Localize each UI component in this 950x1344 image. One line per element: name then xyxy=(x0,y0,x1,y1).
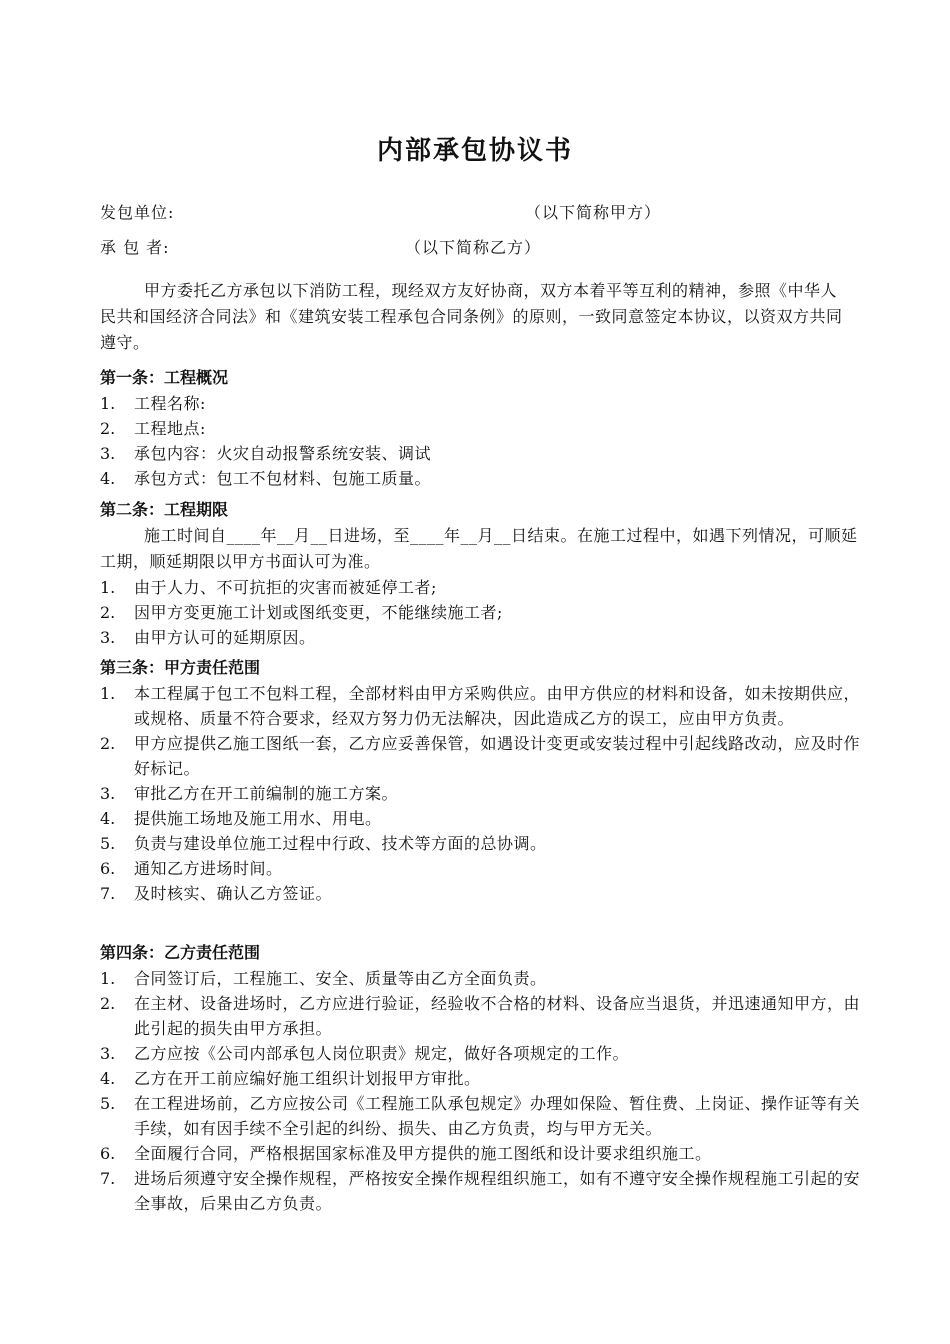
party-a-note: （以下简称甲方） xyxy=(525,203,662,222)
item-number: 6. xyxy=(100,859,116,878)
item-number: 1. xyxy=(100,394,116,413)
item-number: 7. xyxy=(100,884,116,903)
item-number: 2. xyxy=(100,419,116,438)
list-item xyxy=(100,1041,860,1066)
item-number: 4. xyxy=(100,1069,116,1088)
item-text: 乙方在开工前应编好施工组织计划报甲方审批。 xyxy=(134,1069,481,1088)
list-item xyxy=(100,1091,860,1141)
item-text: 在主材、设备进场时，乙方应进行验证，经验收不合格的材料、设备应当退货，并迅速通知甲方，由此引起的损失由甲方承担。 xyxy=(134,994,861,1038)
item-text: 由甲方认可的延期原因。 xyxy=(134,628,316,647)
item-text: 因甲方变更施工计划或图纸变更，不能继续施工者; xyxy=(134,603,503,622)
item-text: 通知乙方进场时间。 xyxy=(134,859,283,878)
item-number: 5. xyxy=(100,1094,116,1113)
item-number: 3. xyxy=(100,444,116,463)
item-number: 3. xyxy=(100,784,116,803)
item-number: 7. xyxy=(100,1169,116,1188)
list-item xyxy=(100,856,860,881)
item-number: 2. xyxy=(100,994,116,1013)
list-item xyxy=(100,781,860,806)
item-text: 及时核实、确认乙方签证。 xyxy=(134,884,333,903)
item-number: 4. xyxy=(100,809,116,828)
list-item xyxy=(100,575,860,600)
item-number: 5. xyxy=(100,834,116,853)
party-b-note: （以下简称乙方） xyxy=(405,238,542,257)
section-2 xyxy=(100,497,860,650)
item-text: 本工程属于包工不包料工程，全部材料由甲方采购供应。由甲方供应的材料和设备，如未按期供应，或规格、质量不符合要求，经双方努力仍无法解决，因此造成乙方的误工，应由甲方负责。 xyxy=(134,684,861,728)
item-number: 3. xyxy=(100,1044,116,1063)
list-item xyxy=(100,466,860,491)
item-text: 由于人力、不可抗拒的灾害而被延停工者; xyxy=(134,578,437,597)
list-item xyxy=(100,991,860,1041)
item-text: 承包内容：火灾自动报警系统安装、调试 xyxy=(134,444,432,463)
item-text: 合同签订后，工程施工、安全、质量等由乙方全面负责。 xyxy=(134,969,547,988)
party-a-row xyxy=(100,200,662,223)
section-1 xyxy=(100,365,860,491)
list-item xyxy=(100,1066,860,1091)
item-text: 工程地点: xyxy=(134,419,206,438)
list-item xyxy=(100,966,860,991)
list-item xyxy=(100,881,860,906)
section-title: 第一条：工程概况 xyxy=(100,368,229,387)
section-title: 第四条：乙方责任范围 xyxy=(100,943,261,962)
item-number: 1. xyxy=(100,684,116,703)
item-number: 3. xyxy=(100,628,116,647)
item-number: 4. xyxy=(100,469,116,488)
list-item xyxy=(100,625,860,650)
list-item xyxy=(100,731,860,781)
item-text: 进场后须遵守安全操作规程，严格按安全操作规程组织施工，如有不遵守安全操作规程施工引起的安全事故，后果由乙方负责。 xyxy=(134,1169,861,1213)
item-text: 在工程进场前，乙方应按公司《工程施工队承包规定》办理如保险、暂住费、上岗证、操作证等有关手续，如有因手续不全引起的纠纷、损失、由乙方负责，均与甲方无关。 xyxy=(134,1094,861,1138)
list-item xyxy=(100,681,860,731)
item-text: 承包方式：包工不包材料、包施工质量。 xyxy=(134,469,432,488)
item-text: 提供施工场地及施工用水、用电。 xyxy=(134,809,382,828)
list-item xyxy=(100,416,860,441)
list-item xyxy=(100,600,860,625)
section-paragraph: 施工时间自____年__月__日进场，至____年__月__日结束。在施工过程中，如遇下列情况，可顺延工期，顺延期限以甲方书面认可为准。 xyxy=(100,526,858,571)
section-title: 第三条：甲方责任范围 xyxy=(100,658,261,677)
item-number: 1. xyxy=(100,578,116,597)
document-title: 内部承包协议书 xyxy=(376,136,573,166)
item-text: 负责与建设单位施工过程中行政、技术等方面的总协调。 xyxy=(134,834,547,853)
intro-paragraph: 甲方委托乙方承包以下消防工程，现经双方友好协商，双方本着平等互利的精神，参照《中华人民共和国经济合同法》和《建筑安装工程承包合同条例》的原则，一致同意签定本协议，以资双方共同遵守。 xyxy=(100,281,843,352)
item-number: 2. xyxy=(100,734,116,753)
party-a-label: 发包单位: xyxy=(100,203,175,222)
section-title: 第二条：工程期限 xyxy=(100,500,229,519)
item-text: 审批乙方在开工前编制的施工方案。 xyxy=(134,784,399,803)
list-item xyxy=(100,441,860,466)
list-item xyxy=(100,1166,860,1216)
party-b-row xyxy=(100,235,542,258)
item-text: 工程名称: xyxy=(134,394,206,413)
list-item xyxy=(100,831,860,856)
item-number: 6. xyxy=(100,1144,116,1163)
item-number: 2. xyxy=(100,603,116,622)
section-3 xyxy=(100,655,860,906)
section-4 xyxy=(100,940,860,1216)
item-text: 乙方应按《公司内部承包人岗位职责》规定，做好各项规定的工作。 xyxy=(134,1044,630,1063)
list-item xyxy=(100,1141,860,1166)
party-b-label: 承 包 者: xyxy=(100,238,170,257)
item-text: 甲方应提供乙施工图纸一套，乙方应妥善保管，如遇设计变更或安装过程中引起线路改动，应及时作好标记。 xyxy=(134,734,861,778)
list-item xyxy=(100,391,860,416)
list-item xyxy=(100,806,860,831)
item-number: 1. xyxy=(100,969,116,988)
item-text: 全面履行合同，严格根据国家标准及甲方提供的施工图纸和设计要求组织施工。 xyxy=(134,1144,712,1163)
